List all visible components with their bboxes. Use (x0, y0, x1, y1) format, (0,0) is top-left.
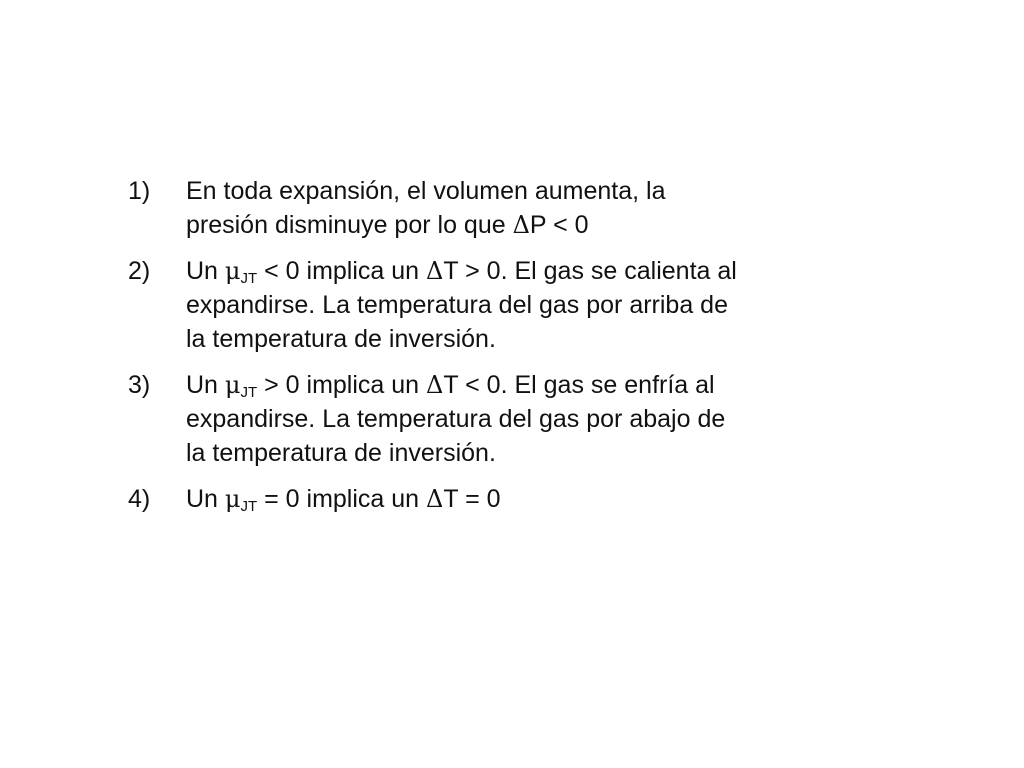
text-line: la temperatura de inversión. (186, 439, 496, 467)
text-line: Un $\mu_{JT} < 0$ implica un ΔT > 0. El gas se calienta al (186, 257, 737, 287)
list-item (128, 174, 888, 242)
text-line: Un $\mu_{JT} > 0$ implica un ΔT < 0. El gas se enfría al (186, 371, 715, 401)
list-item-number: 1) (128, 177, 151, 205)
text-line: Un $\mu_{JT} = 0$ implica un ΔT = 0 (186, 485, 501, 515)
list-item-number: 3) (128, 371, 151, 399)
text-line: presión disminuye por lo que ΔP < 0 (186, 211, 589, 239)
list-item-text (186, 368, 888, 470)
list-item-number: 2) (128, 257, 151, 285)
text-line: la temperatura de inversión. (186, 325, 496, 353)
list-item (128, 482, 888, 516)
list-item-text (186, 482, 888, 516)
numbered-list (128, 174, 888, 528)
text-line: En toda expansión, el volumen aumenta, la (186, 177, 666, 205)
list-item-text (186, 174, 888, 242)
list-item (128, 368, 888, 470)
list-item-number: 4) (128, 485, 151, 513)
list-item (128, 254, 888, 356)
text-line: expandirse. La temperatura del gas por abajo de (186, 405, 726, 433)
list-item-text (186, 254, 888, 356)
text-line: expandirse. La temperatura del gas por arriba de (186, 291, 728, 319)
